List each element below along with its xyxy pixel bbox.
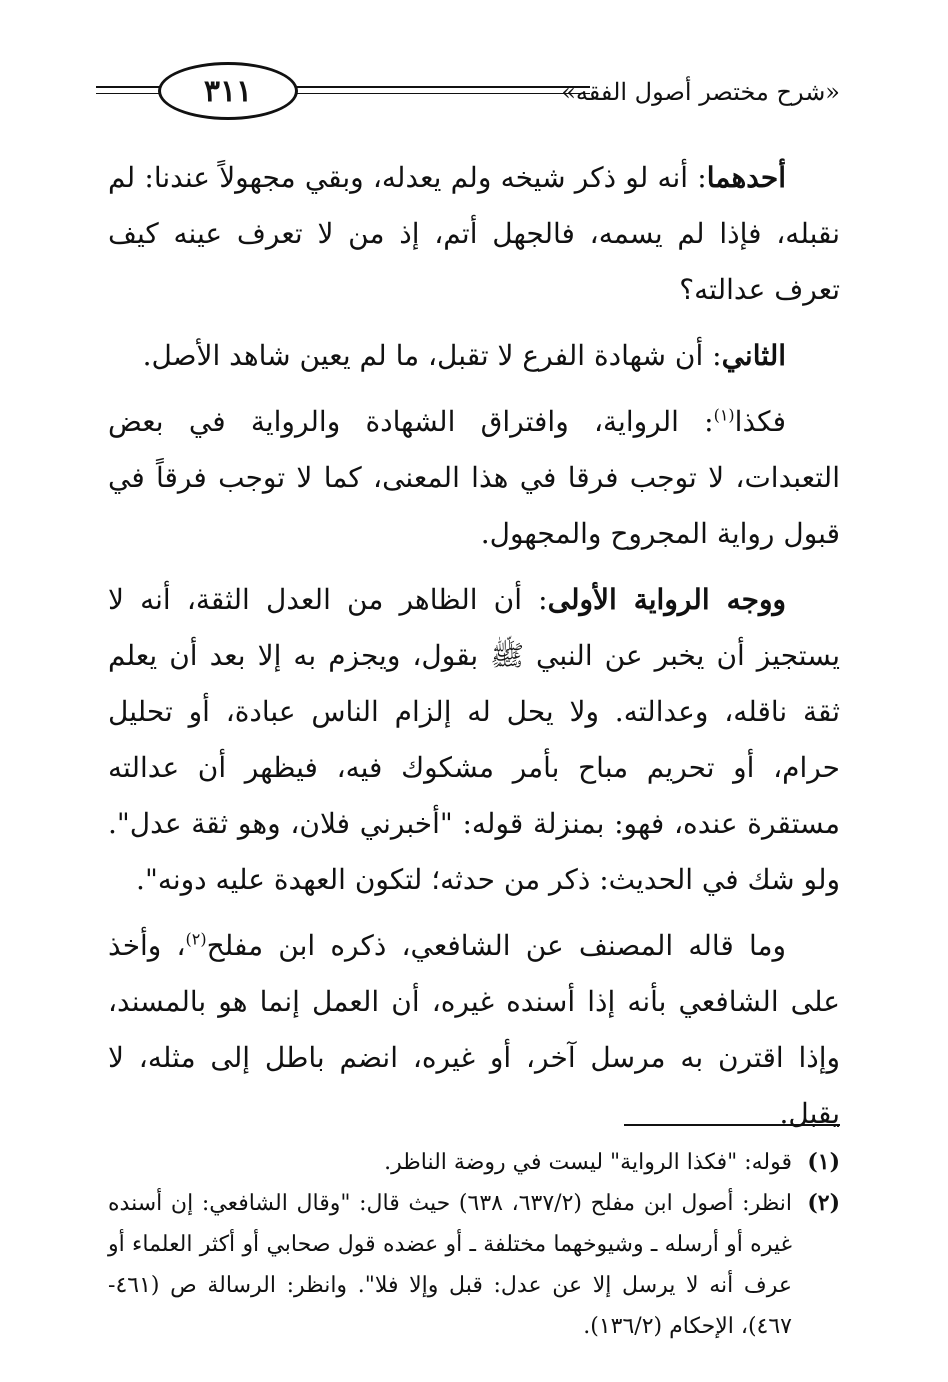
header-rule-left-top [96,86,160,88]
footnote-mark: (٢) [807,1190,841,1216]
footnote-2 [108,1183,840,1347]
footnote-ref-2[interactable]: (٢) [185,929,207,949]
main-text [108,150,840,1152]
footnote-text: قوله: "فكذا الرواية" ليست في روضة الناظر. [384,1150,792,1175]
paragraph-lead: فكذا [734,405,786,438]
paragraph-third [108,394,840,562]
page-header [96,60,840,130]
footnote-ref-1[interactable]: (١) [713,405,735,425]
page-number-badge [158,62,298,120]
paragraph-lead: الثاني [721,339,786,372]
paragraph-text: : الرواية، وافتراق الشهادة والرواية في بعض التعبدات، لا توجب فرقا في هذا المعنى، كما لا توجب فرقاً في قبول رواية المجروح والمجهول. [108,405,840,550]
paragraph-text: ، وأخذ على الشافعي بأنه إذا أسنده غيره، أن العمل إنما هو بالمسند، وإذا اقترن به مرسل آخر، أو غيره، انضم باطل إلى مثله، لا يقبل. [108,929,840,1130]
running-title: «شرح مختصر أصول الفقه» [561,78,840,106]
footnotes [108,1142,840,1347]
paragraph-lead: وما قاله المصنف عن الشافعي، ذكره ابن مفلح [206,929,786,962]
paragraph-text: : أن الظاهر من العدل الثقة، أنه لا يستجيز أن يخبر عن النبي ﷺ بقول، ويجزم به إلا بعد أن يعلم ثقة ناقله، وعدالته. ولا يحل له إلزام الناس عبادة، أو تحليل حرام، أو تحريم مباح بأمر مشكوك فيه، فيظهر أن عدالته مستقرة عنده، فهو: بمنزلة قوله: "أخبرني فلان، وهو ثقة عدل". ولو شك في الحديث: ذكر من حدثه؛ لتكون العهدة عليه دونه". [108,583,840,896]
paragraph-text: : أن شهادة الفرع لا تقبل، ما لم يعين شاهد الأصل. [142,339,722,372]
footnote-separator [624,1124,840,1126]
header-rule-bottom [296,93,590,94]
footnote-mark: (١) [807,1149,840,1175]
paragraph-first [108,150,840,318]
page-number: ٣١١ [203,73,253,109]
footnote-1 [108,1142,840,1183]
paragraph-fourth [108,572,840,908]
header-rule-left-bottom [96,93,160,94]
paragraph-second [108,328,840,384]
footnote-text: انظر: أصول ابن مفلح (٦٣٧/٢، ٦٣٨) حيث قال: "وقال الشافعي: إن أسنده غيره أو أرسله ـ وشيوخهما مختلفة ـ أو عضده قول صحابي أو أكثر العلماء أو عرف أنه لا يرسل إلا عن عدل: قبل وإلا فلا". وانظر: الرسالة ص (٤٦١- ٤٦٧)، الإحكام (١٣٦/٢). [108,1191,793,1339]
paragraph-lead: ووجه الرواية الأولى [547,583,786,616]
paragraph-fifth [108,918,840,1142]
paragraph-lead: أحدهما [706,161,786,194]
header-rule-top [296,86,590,88]
paragraph-text: : أنه لو ذكر شيخه ولم يعدله، وبقي مجهولاً عندنا: لم نقبله، فإذا لم يسمه، فالجهل أتم، إذ من لا تعرف عينه كيف تعرف عدالته؟ [108,161,840,306]
